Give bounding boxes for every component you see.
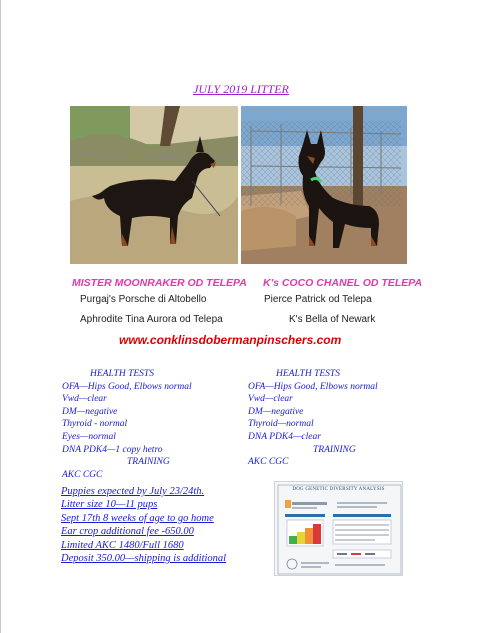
puppy-info-line: Limited AKC 1480/Full 1680	[61, 539, 184, 551]
puppy-info-line: Litter size 10—11 pups	[61, 499, 158, 511]
puppy-info-line: Ear crop additional fee -650.00	[61, 526, 194, 538]
sire-health-item: DM—negative	[62, 406, 118, 417]
puppy-info	[61, 485, 226, 565]
dam-training-item: AKC CGC	[248, 457, 289, 468]
dam-health-item: Vwd—clear	[248, 394, 293, 405]
sire-mother: Aphrodite Tina Aurora od Telepa	[80, 314, 223, 325]
puppy-info-line: Puppies expected by July 23/24th.	[61, 486, 205, 497]
dam-health-item: OFA—Hips Good, Elbows normal	[248, 381, 378, 392]
sire-health-heading: HEALTH TESTS	[90, 369, 154, 379]
sire-health-item: Vwd—clear	[62, 394, 107, 405]
sire-training-item: AKC CGC	[62, 469, 103, 480]
sire-training-heading: TRAINING	[127, 457, 170, 468]
dam-health-item: Thyroid—normal	[248, 419, 314, 430]
website-link[interactable]: www.conklinsdobermanpinschers.com	[119, 333, 342, 347]
genetic-diversity-certificate	[274, 481, 403, 576]
sire-father: Purgaj's Porsche di Altobello	[80, 294, 207, 305]
sire-health-item: OFA—Hips Good, Elbows normal	[62, 381, 192, 392]
sire-health-item: Thyroid - normal	[62, 419, 128, 430]
dam-health-item: DNA PDK4—clear	[248, 431, 321, 442]
litter-title: JULY 2019 LITTER	[193, 82, 289, 96]
sire-health-tests	[62, 368, 192, 481]
dam-health-tests	[248, 368, 378, 469]
sire-health-item: Eyes—normal	[62, 431, 116, 442]
dam-health-heading: HEALTH TESTS	[276, 369, 340, 379]
dam-name: K's COCO CHANEL OD TELEPA	[263, 277, 423, 289]
sire-health-item: DNA PDK4—1 copy hetro	[62, 444, 163, 455]
sire-photo	[70, 106, 238, 264]
certificate-title: DOG GENETIC DIVERSITY ANALYSIS	[292, 487, 385, 492]
dam-photo	[241, 106, 407, 264]
dam-mother: K's Bella of Newark	[289, 314, 376, 325]
puppy-info-line: Deposit 350.00—shipping is additional	[61, 553, 227, 565]
dam-health-item: DM—negative	[248, 406, 304, 417]
puppy-info-line: Sept 17th 8 weeks of age to go home	[61, 512, 214, 524]
dam-training-heading: TRAINING	[313, 444, 356, 455]
dam-father: Pierce Patrick od Telepa	[264, 294, 372, 305]
sire-name: MISTER MOONRAKER OD TELEPA	[72, 277, 247, 289]
